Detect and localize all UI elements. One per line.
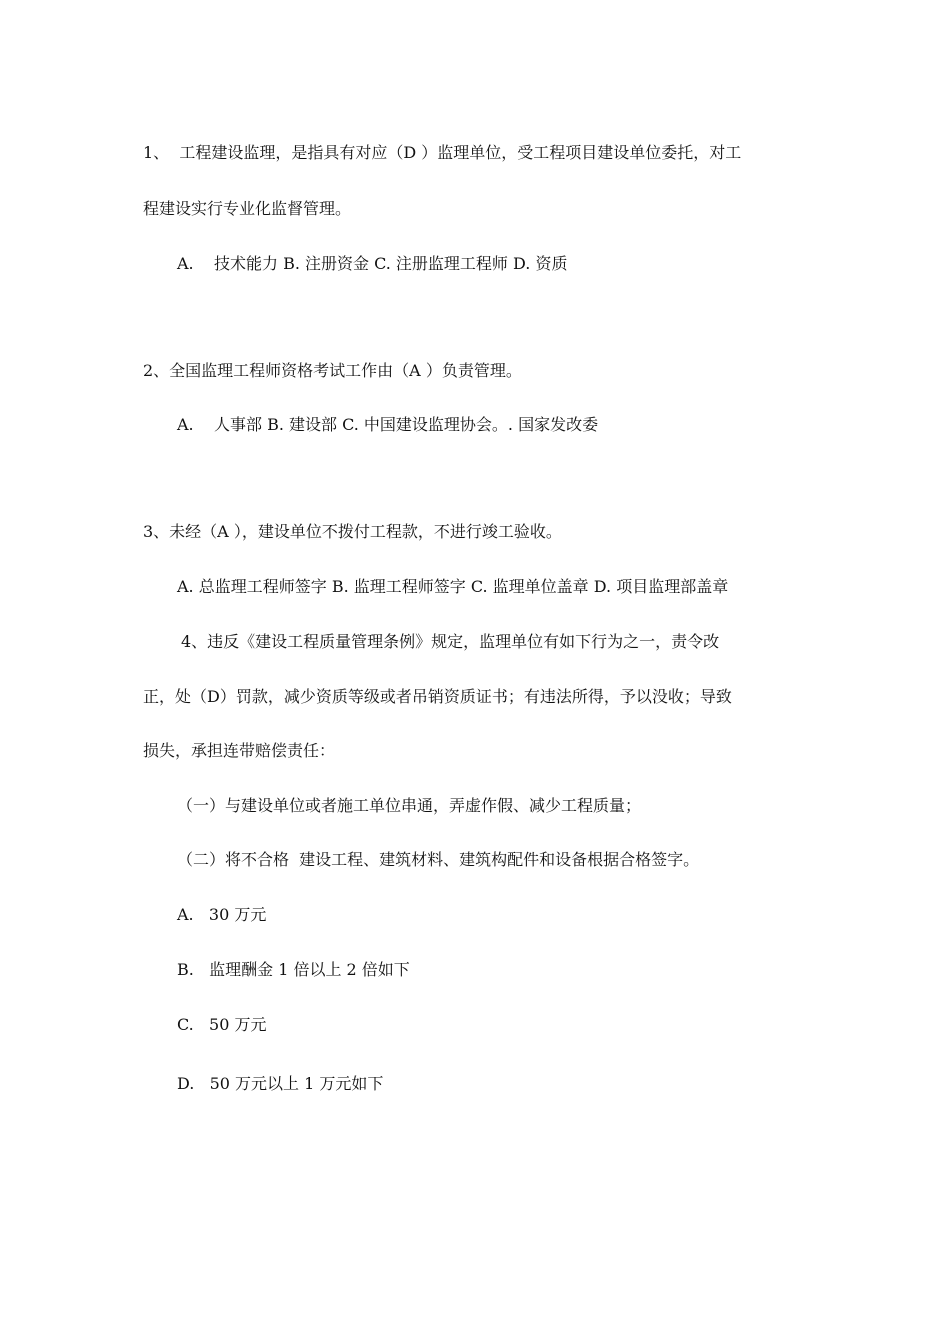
question-3-line-1: 3、未经（A ），建设单位不拨付工程款，不进行竣工验收。 [143, 522, 562, 541]
question-4-option-b: B. 监理酬金 1 倍以上 2 倍如下 [177, 960, 410, 979]
question-2-options: A. 人事部 B. 建设部 C. 中国建设监理协会。. 国家发改委 [177, 415, 599, 434]
question-1-line-2: 程建设实行专业化监督管理。 [143, 199, 352, 218]
question-4-option-d: D. 50 万元以上 1 万元如下 [177, 1074, 384, 1093]
question-4-line-1: 4、违反《建设工程质量管理条例》规定，监理单位有如下行为之一，责令改 [181, 632, 720, 651]
question-4-option-a: A. 30 万元 [177, 905, 267, 924]
question-4-item-2: （二）将不合格 建设工程、建筑材料、建筑构配件和设备根据合格签字。 [177, 850, 700, 869]
question-2-line-1: 2、全国监理工程师资格考试工作由（A ）负责管理。 [143, 361, 522, 380]
question-4-item-1: （一）与建设单位或者施工单位串通，弄虚作假、减少工程质量； [177, 796, 642, 815]
question-4-option-c: C. 50 万元 [177, 1015, 267, 1034]
question-1-options: A. 技术能力 B. 注册资金 C. 注册监理工程师 D. 资质 [177, 254, 568, 273]
question-4-line-2: 正，处（D）罚款，减少资质等级或者吊销资质证书；有违法所得，予以没收；导致 [143, 687, 732, 706]
question-4-line-3: 损失，承担连带赔偿责任： [143, 741, 336, 760]
question-1-line-1: 1、 工程建设监理，是指具有对应（D ）监理单位，受工程项目建设单位委托，对工 [143, 143, 742, 162]
question-3-options: A. 总监理工程师签字 B. 监理工程师签字 C. 监理单位盖章 D. 项目监理部盖章 [177, 577, 729, 596]
